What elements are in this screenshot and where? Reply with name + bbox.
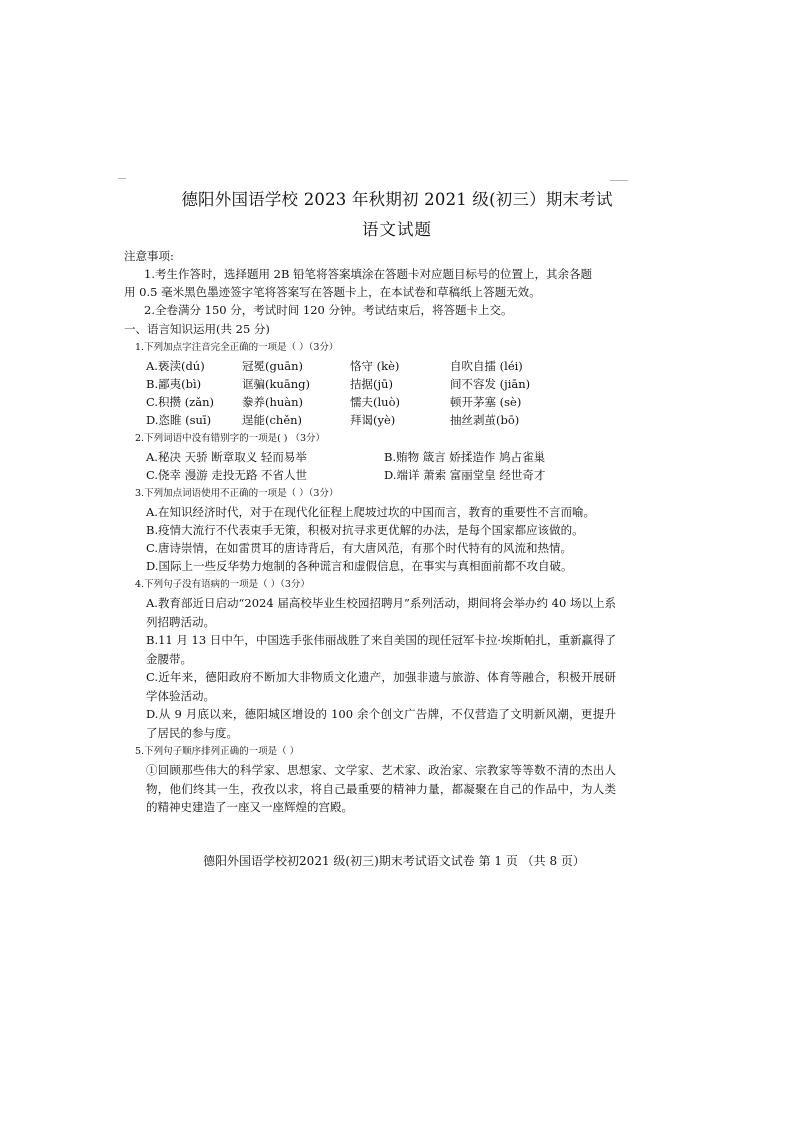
option-cell: 诓骗(kuāng) bbox=[242, 377, 310, 391]
question-3-option: B.疫情大流行不代表束手无策，积极对抗寻求更优解的办法，是每个国家都应该做的。 bbox=[146, 523, 584, 537]
option-cell: A.秘决 天骄 断章取义 轻而易举 bbox=[146, 450, 307, 464]
corner-mark-left bbox=[118, 178, 126, 179]
question-4-stem: 4.下列句子没有语病的一项是（ ）（3分） bbox=[135, 579, 310, 590]
question-2-row bbox=[124, 448, 616, 466]
question-2-row bbox=[124, 466, 616, 484]
notice-label: 注意事项: bbox=[124, 249, 174, 263]
question-4-option: A.教育部近日启动“2024 届高校毕业生校园招聘月”系列活动，期间将会举办约 40 场以上系列招聘活动。 bbox=[146, 596, 616, 629]
option-cell: 顿开茅塞 (sè) bbox=[450, 395, 522, 409]
option-cell: 冠冕(guān) bbox=[242, 359, 304, 373]
option-cell: C.侥幸 漫游 走投无路 不省人世 bbox=[146, 468, 308, 482]
question-1-stem: 1.下列加点字注音完全正确的一项是（ ）（3分） bbox=[135, 342, 339, 353]
notice-line-1b: 用 0.5 毫米黑色墨迹签字笔将答案写在答题卡上，在本试卷和草稿纸上答题无效。 bbox=[124, 285, 541, 299]
question-5-paragraph: ①回顾那些伟大的科学家、思想家、文学家、艺术家、政治家、宗教家等等数不清的杰出人物，他们终其一生，孜孜以求，将自己最重要的精神力量，都凝聚在自己的作品中，为人类的精神史建造了一座又一座辉煌的宫殿。 bbox=[146, 763, 616, 814]
question-1-row bbox=[124, 357, 616, 375]
notice-line-2: 2.全卷满分 150 分，考试时间 120 分钟。考试结束后，将答题卡上交。 bbox=[144, 303, 513, 317]
exam-content bbox=[124, 246, 616, 817]
question-3-option: D.国际上一些反华势力炮制的各种谎言和虚假信息，在事实与真相面前都不攻自破。 bbox=[146, 559, 573, 573]
page-footer: 德阳外国语学校初2021 级(初三)期末考试语文试卷 第 1 页 （共 8 页） bbox=[203, 854, 585, 868]
question-3-option: C.唐诗崇情，在如雷贯耳的唐诗背后，有大唐风范，有那个时代特有的风流和热情。 bbox=[146, 541, 573, 555]
corner-mark-right bbox=[610, 180, 628, 181]
option-cell: D.恣睢 (suī) bbox=[146, 413, 212, 427]
question-1-row bbox=[124, 411, 616, 429]
option-cell: A.亵渎(dú) bbox=[146, 359, 205, 373]
question-3-stem: 3.下列加点词语使用不正确的一项是（ ）（3分） bbox=[135, 488, 339, 499]
question-4-option: B.11 月 13 日中午，中国选手张伟丽战胜了来自美国的现任冠军卡拉·埃斯帕扎，重新赢得了金腰带。 bbox=[146, 633, 616, 666]
question-1-row bbox=[124, 375, 616, 393]
question-4-option: D.从 9 月底以来，德阳城区增设的 100 余个创文广告牌，不仅营造了文明新风潮，更提升了居民的参与度。 bbox=[146, 707, 616, 740]
option-cell: 拜谒(yè) bbox=[350, 413, 396, 427]
option-cell: D.端详 萧索 富丽堂皇 经世奇才 bbox=[384, 468, 546, 482]
option-cell: 自吹自擂 (léi) bbox=[450, 359, 523, 373]
option-cell: B.鄙夷(bì) bbox=[146, 377, 202, 391]
option-cell: 抽丝剥茧(bō) bbox=[450, 413, 520, 427]
option-cell: 逞能(chěn) bbox=[242, 413, 303, 427]
question-5-stem: 5.下列句子顺序排列正确的一项是（ ） bbox=[135, 746, 300, 757]
question-4-option: C.近年来，德阳政府不断加大非物质文化遗产，加强非遗与旅游、体育等融合，积极开展研学体验活动。 bbox=[146, 670, 616, 703]
option-cell: 豢养(huàn) bbox=[242, 395, 304, 409]
option-cell: C.积攒 (zǎn) bbox=[146, 395, 214, 409]
exam-subtitle: 语文试题 bbox=[362, 220, 432, 239]
question-2-stem: 2.下列词语中没有错别字的一项是( ) （3分） bbox=[135, 433, 326, 444]
exam-title: 德阳外国语学校 2023 年秋期初 2021 级(初三）期末考试 bbox=[181, 190, 613, 209]
question-3-option: A.在知识经济时代，对于在现代化征程上爬坡过坎的中国而言，教育的重要性不言而喻。 bbox=[146, 505, 595, 519]
option-cell: 间不容发 (jiān) bbox=[450, 377, 531, 391]
notice-line-1a: 1.考生作答时，选择题用 2B 铅笔将答案填涂在答题卡对应题目标号的位置上，其余各题 bbox=[144, 267, 593, 281]
option-cell: 拮据(jū) bbox=[350, 377, 393, 391]
option-cell: 懦夫(luò) bbox=[350, 395, 400, 409]
option-cell: 恪守 (kè) bbox=[350, 359, 400, 373]
option-cell: B.贿物 箴言 娇揉造作 鸠占雀巢 bbox=[384, 450, 546, 464]
section-heading: 一、语言知识运用(共 25 分) bbox=[124, 322, 270, 336]
question-1-row bbox=[124, 393, 616, 411]
